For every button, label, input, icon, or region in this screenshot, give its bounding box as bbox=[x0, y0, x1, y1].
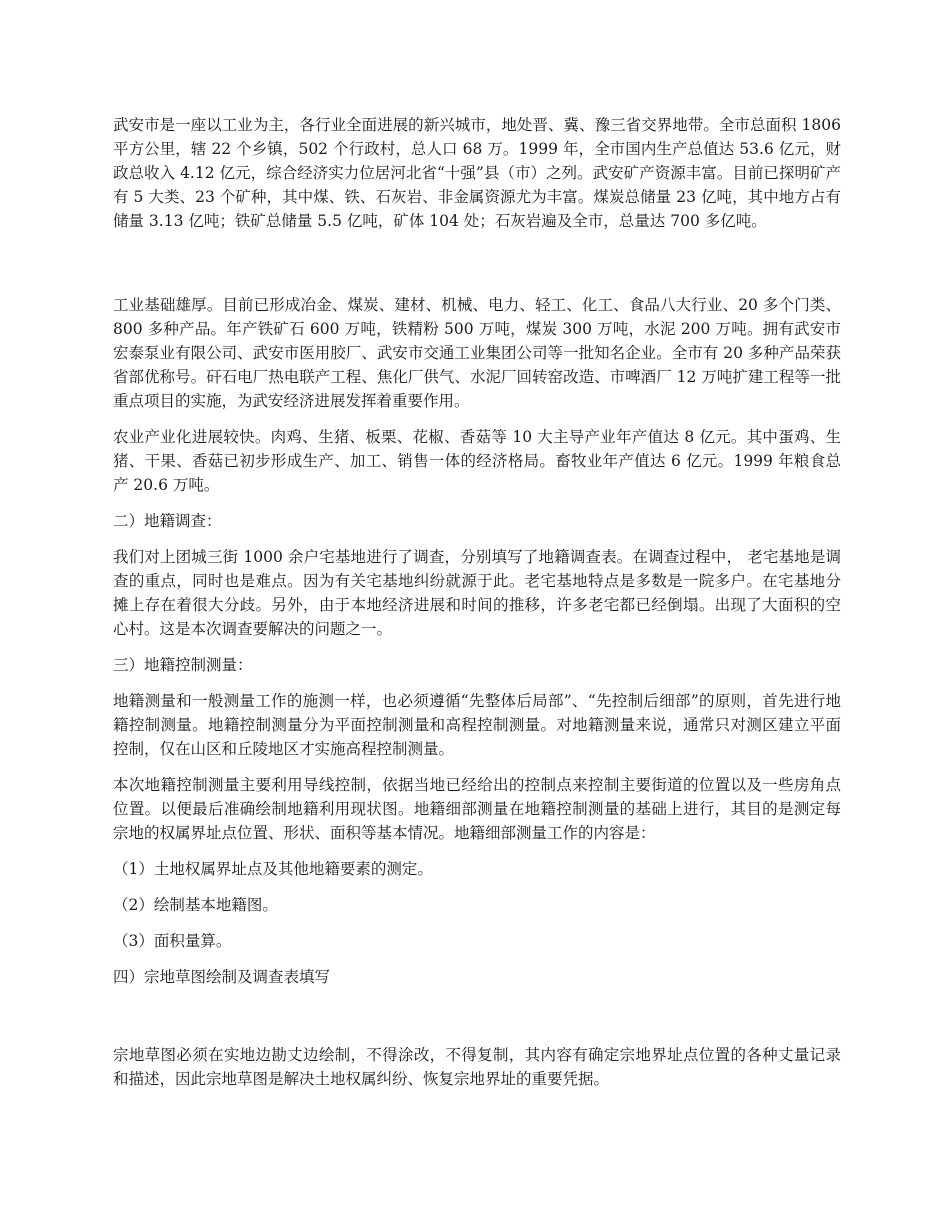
paragraph-cadastral-survey: 我们对上团城三街 1000 余户宅基地进行了调查，分别填写了地籍调查表。在调查过程中， 老宅基地是调查的重点，同时也是难点。因为有关宅基地纠纷就源于此。老宅基地特点是多数是一院多户。在宅基地分摊上存在着很大分歧。另外，由于本地经济进展和时间的推移，许多老宅都已经倒塌。出现了大面积的空心村。这是本次调查要解决的问题之一。 bbox=[113, 548, 841, 638]
list-item-boundary-points: （1）土地权属界址点及其他地籍要素的测定。 bbox=[113, 860, 433, 878]
heading-control-survey: 三）地籍控制测量： bbox=[113, 656, 253, 674]
list-item-base-map: （2）绘制基本地籍图。 bbox=[113, 896, 278, 914]
heading-parcel-sketch: 四）宗地草图绘制及调查表填写 bbox=[113, 968, 331, 986]
paragraph-parcel-sketch: 宗地草图必须在实地边勘丈边绘制，不得涂改，不得复制，其内容有确定宗地界址点位置的各种丈量记录和描述，因此宗地草图是解决土地权属纠纷、恢复宗地界址的重要凭据。 bbox=[113, 1046, 841, 1088]
blank-space bbox=[113, 233, 841, 293]
paragraph-wuan-overview: 武安市是一座以工业为主，各行业全面进展的新兴城市，地处晋、冀、豫三省交界地带。全市总面积 1806 平方公里，辖 22 个乡镇，502 个行政村，总人口 68 万。1999 年，全市国内生产总值达 53.6 亿元，财政总收入 4.12 亿元，综合经济实力位居河北省“十强”县（市）之列。武安矿产资源丰富。目前已探明矿产有 5 大类、23 个矿种，其中煤、铁、石灰岩、非金属资源尤为丰富。煤炭总储量 23 亿吨，其中地方占有储量 3.13 亿吨；铁矿总储量 5.5 亿吨，矿体 104 处；石灰岩遍及全市，总量达 700 多亿吨。 bbox=[113, 116, 841, 230]
list-item-area-calculation: （3）面积量算。 bbox=[113, 932, 232, 950]
paragraph-agriculture: 农业产业化进展较快。肉鸡、生猪、板栗、花椒、香菇等 10 大主导产业年产值达 8 亿元。其中蛋鸡、生猪、干果、香菇已初步形成生产、加工、销售一体的经济格局。畜牧业年产值达 6 亿元。1999 年粮食总产 20.6 万吨。 bbox=[113, 428, 841, 494]
document-page bbox=[113, 113, 841, 1103]
heading-cadastral-survey: 二）地籍调查： bbox=[113, 512, 222, 530]
paragraph-industry: 工业基础雄厚。目前已形成冶金、煤炭、建材、机械、电力、轻工、化工、食品八大行业、20 多个门类、800 多种产品。年产铁矿石 600 万吨，铁精粉 500 万吨，煤炭 300 万吨，水泥 200 万吨。拥有武安市宏泰泵业有限公司、武安市医用胶厂、武安市交通工业集团公司等一批知名企业。全市有 20 多种产品荣获省部优称号。矸石电厂热电联产工程、焦化厂供气、水泥厂回转窑改造、市啤酒厂 12 万吨扩建工程等一批重点项目的实施，为武安经济进展发挥着重要作用。 bbox=[113, 296, 841, 410]
paragraph-control-survey: 地籍测量和一般测量工作的施测一样，也必须遵循“先整体后局部”、“先控制后细部”的原则，首先进行地籍控制测量。地籍控制测量分为平面控制测量和高程控制测量。对地籍测量来说，通常只对测区建立平面控制，仅在山区和丘陵地区才实施高程控制测量。 bbox=[113, 692, 841, 758]
blank-space bbox=[113, 989, 841, 1043]
paragraph-traverse-control: 本次地籍控制测量主要利用导线控制，依据当地已经给出的控制点来控制主要街道的位置以及一些房角点位置。以便最后准确绘制地籍利用现状图。地籍细部测量在地籍控制测量的基础上进行，其目的是测定每宗地的权属界址点位置、形状、面积等基本情况。地籍细部测量工作的内容是： bbox=[113, 776, 841, 842]
